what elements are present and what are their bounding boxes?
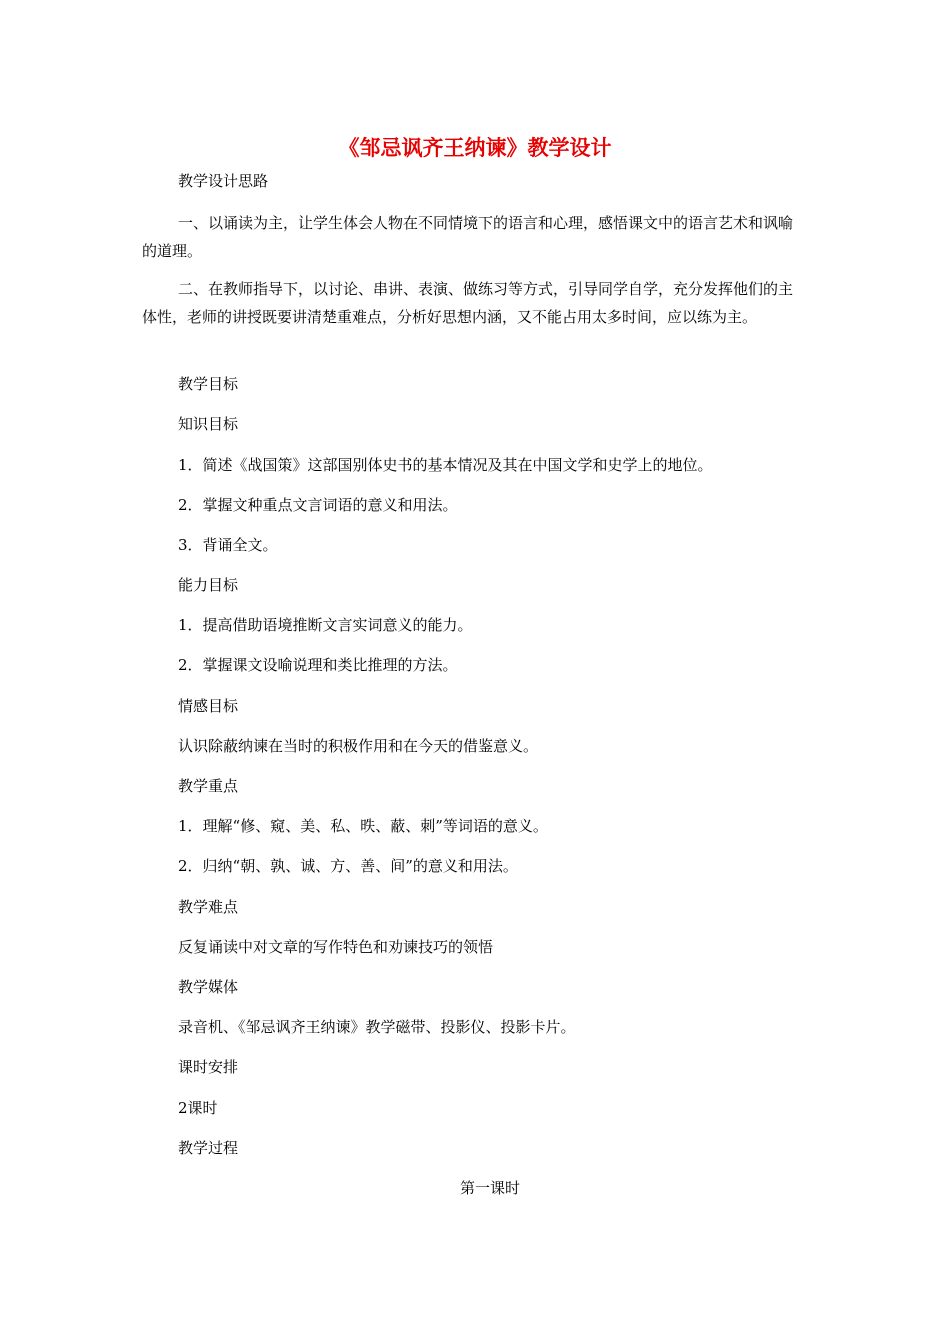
knowledge-item-1: 1．简述《战国策》这部国别体史书的基本情况及其在中国文学和史学上的地位。: [178, 456, 713, 474]
media-item-1: 录音机、《邹忌讽齐王纳谏》教学磁带、投影仪、投影卡片。: [178, 1018, 576, 1036]
heading-knowledge: 知识目标: [178, 415, 239, 433]
emotion-item-1: 认识除蔽纳谏在当时的积极作用和在今天的借鉴意义。: [178, 737, 539, 755]
focus-item-2: 2．归纳“朝、孰、诚、方、善、间”的意义和用法。: [178, 857, 518, 875]
heading-design-ideas: 教学设计思路: [178, 172, 269, 190]
heading-emotion: 情感目标: [178, 697, 239, 715]
heading-ability: 能力目标: [178, 576, 239, 594]
ability-item-1: 1．提高借助语境推断文言实词意义的能力。: [178, 616, 473, 634]
lesson-one-heading: 第一课时: [459, 1179, 520, 1197]
paragraph-1: 一、以诵读为主，让学生体会人物在不同情境下的语言和心理，感悟课文中的语言艺术和讽喻的道理。: [142, 214, 794, 260]
difficulty-item-1: 反复诵读中对文章的写作特色和劝谏技巧的领悟: [178, 938, 494, 956]
knowledge-item-2: 2．掌握文种重点文言词语的意义和用法。: [178, 496, 458, 514]
document-title: 《邹忌讽齐王纳谏》教学设计: [338, 136, 612, 160]
heading-difficulty: 教学难点: [178, 898, 239, 916]
heading-focus: 教学重点: [178, 777, 239, 795]
heading-goals: 教学目标: [178, 375, 239, 393]
heading-process: 教学过程: [178, 1139, 239, 1157]
heading-schedule: 课时安排: [178, 1058, 239, 1076]
heading-media: 教学媒体: [178, 978, 239, 996]
paragraph-2: 二、在教师指导下，以讨论、串讲、表演、做练习等方式，引导同学自学，充分发挥他们的主体性，老师的讲授既要讲清楚重难点，分析好思想内涵，又不能占用太多时间，应以练为主。: [142, 280, 794, 326]
schedule-item-1: 2课时: [178, 1099, 218, 1117]
focus-item-1: 1．理解“修、窥、美、私、昳、蔽、刺”等词语的意义。: [178, 817, 548, 835]
ability-item-2: 2．掌握课文设喻说理和类比推理的方法。: [178, 656, 458, 674]
knowledge-item-3: 3．背诵全文。: [178, 536, 278, 554]
